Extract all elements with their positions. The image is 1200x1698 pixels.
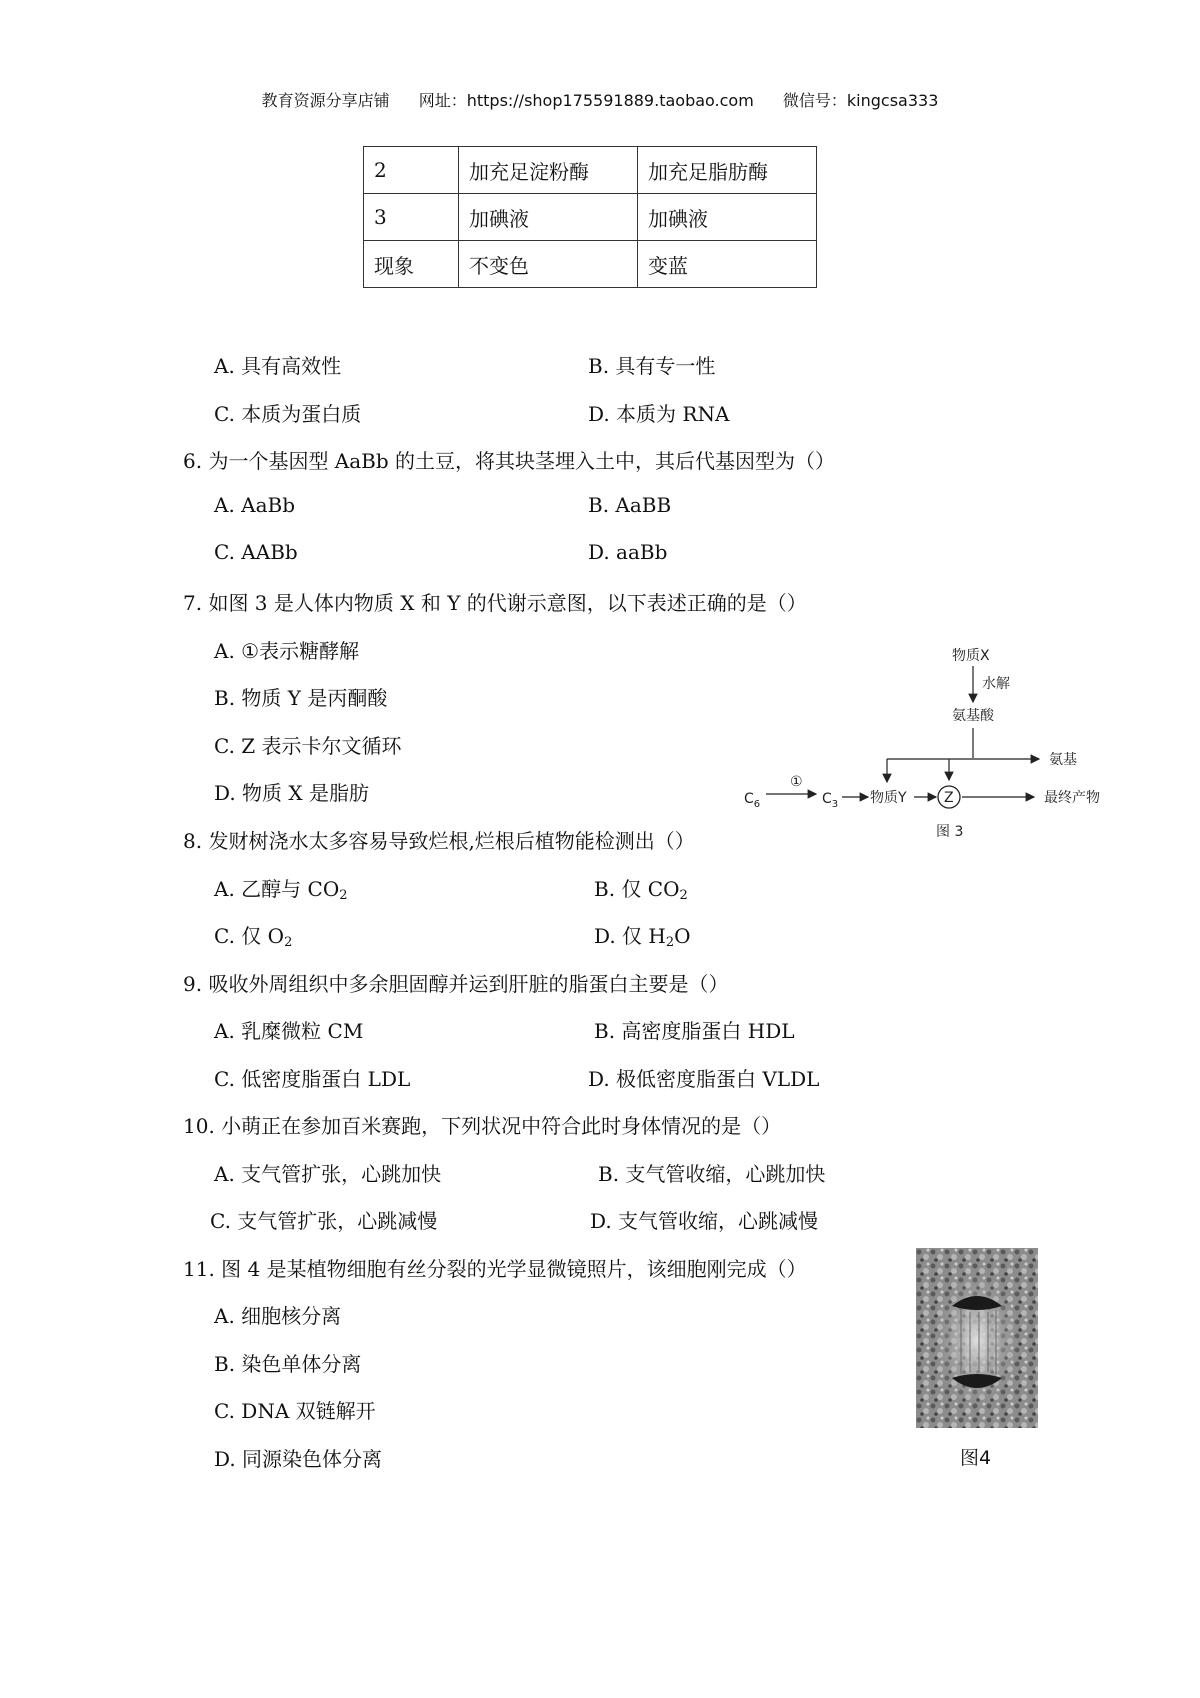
page-header xyxy=(0,88,1200,111)
table-cell: 变蓝 xyxy=(638,241,817,288)
micrograph-image xyxy=(916,1248,1038,1428)
table-cell: 3 xyxy=(364,194,459,241)
q8-option-a: A. 乙醇与 $CO_2$ xyxy=(214,877,348,903)
q7-option-d: D. 物质 X 是脂肪 xyxy=(214,781,369,805)
table-cell: 加碘液 xyxy=(638,194,817,241)
q10-option-d: D. 支气管收缩，心跳减慢 xyxy=(590,1209,819,1233)
q10-option-c: C. 支气管扩张，心跳减慢 xyxy=(210,1209,438,1233)
q11-option-d: D. 同源染色体分离 xyxy=(214,1447,383,1471)
q9-option-d: D. 极低密度脂蛋白 VLDL xyxy=(588,1067,820,1091)
c6-label: $C_6$ xyxy=(744,791,761,810)
q6-stem: 6. 为一个基因型 AaBb 的土豆，将其块茎埋入土中，其后代基因型为（） xyxy=(183,449,836,473)
table-cell: 不变色 xyxy=(459,241,638,288)
c3-label: $C_3$ xyxy=(822,791,839,810)
q5-option-a: A. 具有高效性 xyxy=(214,354,342,378)
q6-option-c: C. AABb xyxy=(214,540,298,564)
q5-option-d: D. 本质为 RNA xyxy=(588,402,730,426)
q5-option-c: C. 本质为蛋白质 xyxy=(214,402,362,426)
q11-option-b: B. 染色单体分离 xyxy=(214,1352,362,1376)
q7-option-c: C. Z 表示卡尔文循环 xyxy=(214,734,402,758)
q9-option-c: C. 低密度脂蛋白 LDL xyxy=(214,1067,411,1091)
q8-option-c: C. 仅 $O_2$ xyxy=(214,924,293,950)
q9-stem: 9. 吸收外周组织中多余胆固醇并运到肝脏的脂蛋白主要是（） xyxy=(183,972,729,996)
z-label: Z xyxy=(944,790,954,806)
wechat-id: 微信号：kingcsa333 xyxy=(782,91,939,110)
step-1-label: ① xyxy=(790,774,803,790)
q7-option-a: A. ①表示糖酵解 xyxy=(214,639,360,663)
q10-option-b: B. 支气管收缩，心跳加快 xyxy=(598,1162,826,1186)
figure-3-caption: 图 3 xyxy=(936,824,964,840)
q8-option-b: B. 仅 $CO_2$ xyxy=(594,877,688,903)
table-cell: 加充足脂肪酶 xyxy=(638,147,817,194)
table-cell: 加充足淀粉酶 xyxy=(459,147,638,194)
q11-stem: 11. 图 4 是某植物细胞有丝分裂的光学显微镜照片，该细胞刚完成（） xyxy=(183,1257,807,1281)
q8-option-d: D. 仅 $H_2O$ xyxy=(594,924,691,950)
q5-option-b: B. 具有专一性 xyxy=(588,354,716,378)
figure-4-micrograph xyxy=(916,1248,1038,1428)
table-cell: 加碘液 xyxy=(459,194,638,241)
final-product-label: 最终产物 xyxy=(1044,790,1100,806)
q9-option-b: B. 高密度脂蛋白 HDL xyxy=(594,1019,795,1043)
experiment-table xyxy=(363,146,817,288)
table-row xyxy=(364,147,817,194)
figure-4-caption: 图4 xyxy=(960,1447,992,1469)
table-row xyxy=(364,194,817,241)
hydrolysis-label: 水解 xyxy=(982,676,1010,692)
q6-option-d: D. aaBb xyxy=(588,540,668,564)
amino-acid-label: 氨基酸 xyxy=(952,708,994,724)
shop-url: 网址：https://shop175591889.taobao.com xyxy=(418,91,754,110)
q6-option-b: B. AaBB xyxy=(588,493,672,517)
q11-option-c: C. DNA 双链解开 xyxy=(214,1399,376,1423)
q7-option-b: B. 物质 Y 是丙酮酸 xyxy=(214,686,388,710)
q10-stem: 10. 小萌正在参加百米赛跑，下列状况中符合此时身体情况的是（） xyxy=(183,1114,782,1138)
shop-name: 教育资源分享店铺 xyxy=(261,91,390,110)
substance-y-label: 物质Y xyxy=(870,790,907,806)
q9-option-a: A. 乳糜微粒 CM xyxy=(214,1019,364,1043)
substance-x-label: 物质X xyxy=(952,648,990,664)
table-cell: 2 xyxy=(364,147,459,194)
figure-3-diagram xyxy=(744,640,1124,850)
table-cell: 现象 xyxy=(364,241,459,288)
q7-stem: 7. 如图 3 是人体内物质 X 和 Y 的代谢示意图，以下表述正确的是（） xyxy=(183,591,807,615)
amino-group-label: 氨基 xyxy=(1049,752,1077,768)
q8-stem: 8. 发财树浇水太多容易导致烂根,烂根后植物能检测出（） xyxy=(183,829,695,853)
q6-option-a: A. AaBb xyxy=(214,493,296,517)
q11-option-a: A. 细胞核分离 xyxy=(214,1304,342,1328)
table-row xyxy=(364,241,817,288)
q10-option-a: A. 支气管扩张，心跳加快 xyxy=(214,1162,442,1186)
